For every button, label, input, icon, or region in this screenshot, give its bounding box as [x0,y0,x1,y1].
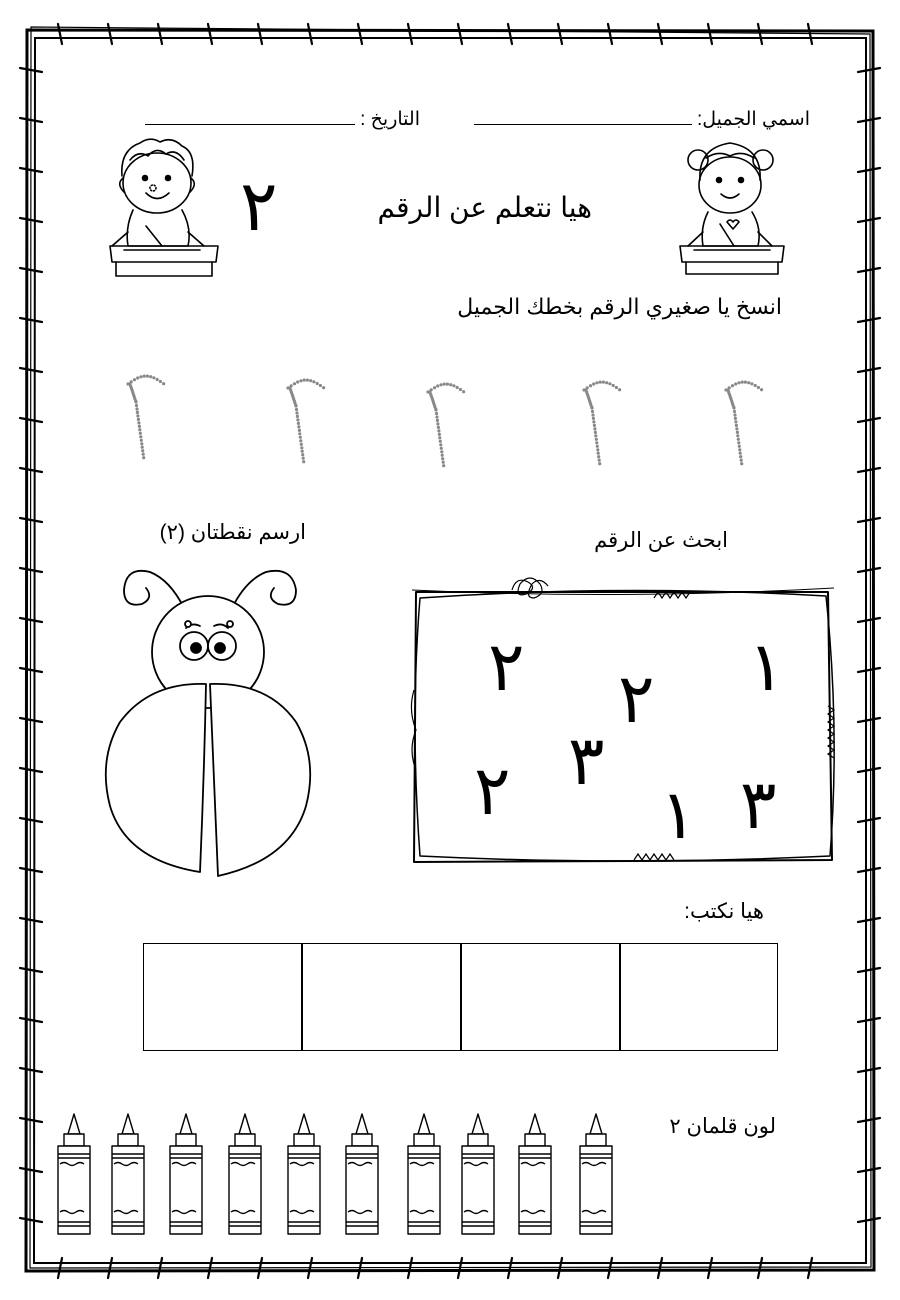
crayon[interactable] [515,1112,555,1236]
search-digit[interactable]: ٢ [488,628,525,707]
color-instruction: لون قلمان ٢ [669,1115,776,1138]
search-digit[interactable]: ٣ [568,722,605,801]
crayon[interactable] [284,1112,324,1236]
crayon[interactable] [342,1112,382,1236]
name-label: اسمي الجميل: [696,109,810,130]
crayon[interactable] [108,1112,148,1236]
crayon[interactable] [225,1112,265,1236]
crayon[interactable] [54,1112,94,1236]
writing-box[interactable] [143,943,303,1051]
trace-instruction: انسخ يا صغيري الرقم بخطك الجميل [457,294,782,319]
search-digit[interactable]: ١ [748,628,785,707]
crayon[interactable] [458,1112,498,1236]
writing-box[interactable] [460,943,621,1051]
search-digit[interactable]: ٢ [474,752,511,831]
search-digit[interactable]: ١ [660,776,697,855]
search-digit[interactable]: ٣ [740,766,777,845]
draw-dots-label: ارسم نقطتان (٢) [159,521,306,544]
date-label: التاريخ : [360,109,420,130]
page-title: هيا نتعلم عن الرقم [377,192,592,223]
title-digit: ٢ [240,165,278,247]
crayon[interactable] [166,1112,206,1236]
writing-box[interactable] [301,943,462,1051]
crayon[interactable] [404,1112,444,1236]
search-label: ابحث عن الرقم [594,529,728,552]
write-label: هيا نكتب: [684,900,764,923]
search-digit[interactable]: ٢ [618,660,655,739]
crayon[interactable] [576,1112,616,1236]
writing-box[interactable] [619,943,778,1051]
